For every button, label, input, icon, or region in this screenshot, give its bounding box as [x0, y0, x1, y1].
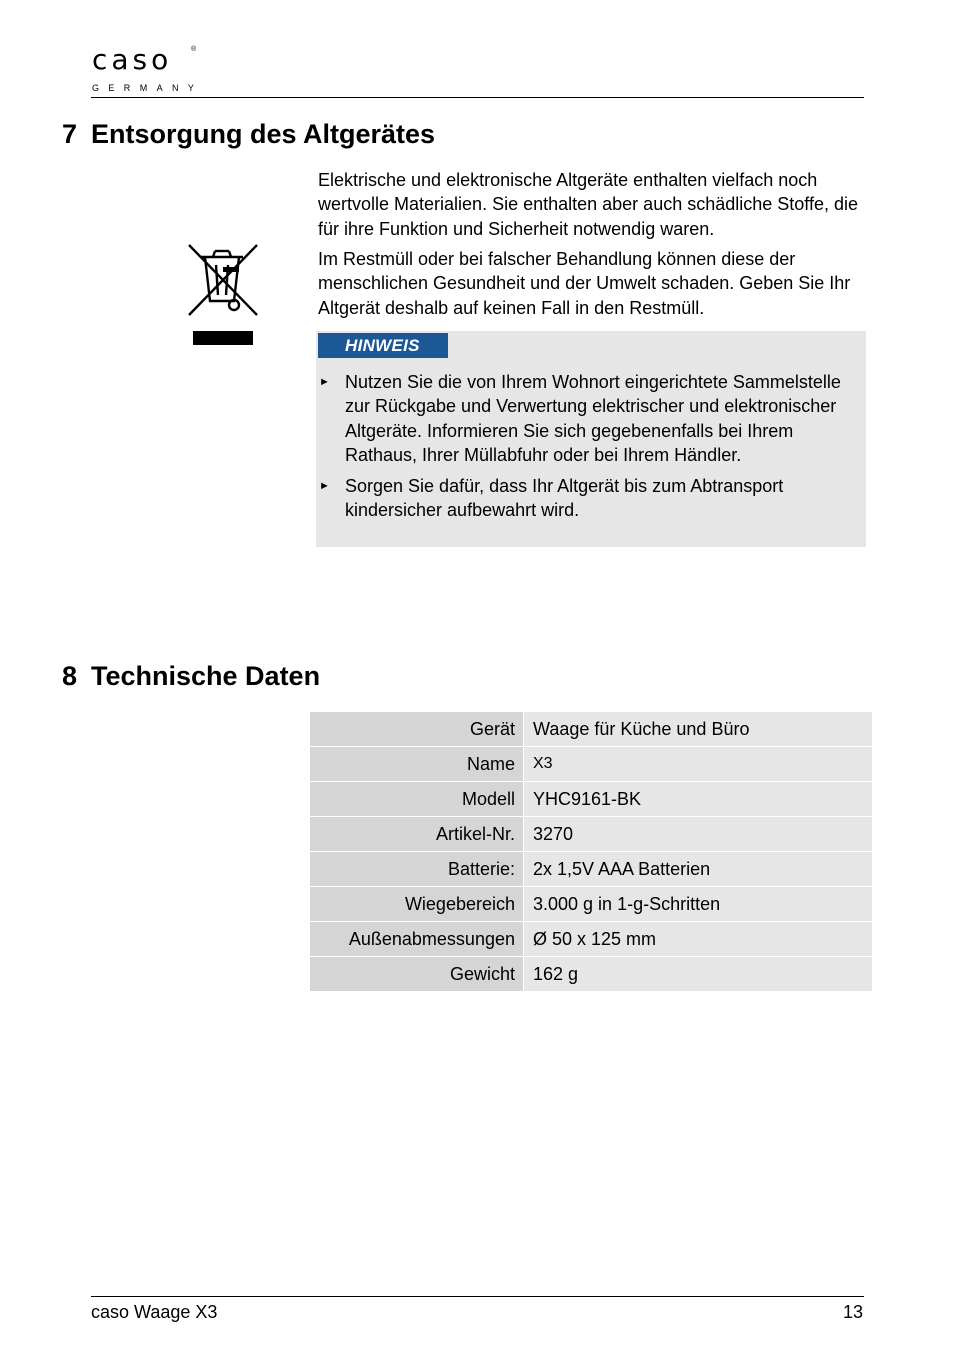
table-row — [310, 957, 872, 992]
section-7-heading — [62, 118, 435, 150]
spec-value: Ø 50 x 125 mm — [524, 922, 873, 957]
table-row — [310, 817, 872, 852]
footer-divider — [91, 1296, 864, 1297]
table-row — [310, 887, 872, 922]
section-7-number: 7 — [62, 119, 78, 149]
notice-box — [316, 331, 866, 547]
section-8-heading — [62, 660, 320, 692]
caso-logo — [77, 32, 207, 104]
notice-item — [316, 370, 866, 467]
spec-key: Gerät — [310, 712, 524, 747]
crossed-out-wheelie-bin-icon — [187, 243, 259, 317]
bullet-arrow-icon: ► — [319, 480, 330, 493]
spec-key: Batterie: — [310, 852, 524, 887]
section-8-number: 8 — [62, 661, 78, 691]
logo-country: GERMANY — [92, 83, 204, 93]
spec-value: 3270 — [524, 817, 873, 852]
spec-value: X3 — [524, 747, 873, 782]
spec-key: Name — [310, 747, 524, 782]
section-7-paragraph-1: Elektrische und elektronische Altgeräte enthalten vielfach noch wertvolle Materialien. Sie enthalten aber auch schädliche Stoffe, die für ihre Funktion und Sicherheit notwendig waren. — [318, 170, 858, 239]
spec-key: Gewicht — [310, 957, 524, 992]
page-number: 13 — [842, 1302, 863, 1322]
spec-value: 162 g — [524, 957, 873, 992]
spec-key: Modell — [310, 782, 524, 817]
weee-bar — [193, 331, 253, 345]
section-7-title: Entsorgung des Altgerätes — [91, 119, 436, 149]
logo-wordmark: caso — [92, 43, 173, 76]
notice-item-text: Nutzen Sie die von Ihrem Wohnort eingerichtete Sammelstelle zur Rückgabe und Verwertung elektrischer und elektronischer Altgeräte. Informieren Sie sich gegebenenfalls bei Ihrem Rathaus, Ihrer Müllabfuhr oder bei Ihrem Händler. — [345, 372, 841, 465]
spec-key: Wiegebereich — [310, 887, 524, 922]
spec-value: 2x 1,5V AAA Batterien — [524, 852, 873, 887]
table-row — [310, 782, 872, 817]
notice-item — [316, 474, 866, 523]
section-8-title: Technische Daten — [91, 661, 321, 691]
notice-label: HINWEIS — [318, 333, 448, 358]
table-row — [310, 747, 872, 782]
spec-value: Waage für Küche und Büro — [524, 712, 873, 747]
header-divider — [91, 97, 864, 98]
table-row — [310, 852, 872, 887]
bullet-arrow-icon: ► — [319, 376, 330, 388]
table-row — [310, 712, 872, 747]
notice-item-text: Sorgen Sie dafür, dass Ihr Altgerät bis zum Abtransport kindersicher aufbewahrt wird. — [345, 476, 784, 521]
spec-value: 3.000 g in 1-g-Schritten — [524, 887, 873, 922]
technical-data-table — [310, 712, 872, 992]
spec-value: YHC9161-BK — [524, 782, 873, 817]
spec-key: Außenabmessungen — [310, 922, 524, 957]
spec-key: Artikel-Nr. — [310, 817, 524, 852]
table-row — [310, 922, 872, 957]
footer-product-name: caso Waage X3 — [91, 1302, 218, 1322]
section-7-paragraph-2: Im Restmüll oder bei falscher Behandlung können diese der menschlichen Gesundheit und der Umwelt schaden. Geben Sie Ihr Altgerät deshalb auf keinen Fall in den Restmüll. — [318, 249, 851, 318]
logo-registered-mark: ® — [191, 46, 197, 53]
notice-list — [316, 370, 866, 530]
